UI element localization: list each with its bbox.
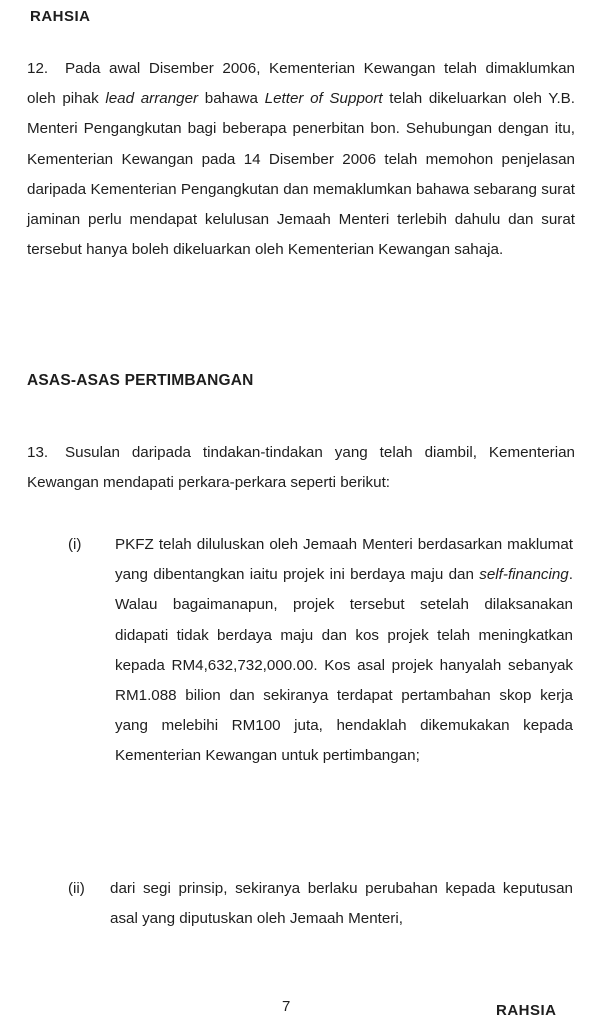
list-item-text (115, 530, 573, 772)
footer-classification: RAHSIA (496, 1002, 557, 1019)
item-text: . Walau bagaimanapun, projek tersebut setelah dilaksanakan didapati tidak berdaya maju dan kos projek telah meningkatkan kepada RM4,632,732,000.00. Kos asal projek hanyalah sebanyak RM1.088 bilion dan sekiranya terdapat pertambahan skop kerja yang melebihi RM100 juta, hendaklah dikemukakan kepada Kementerian Kewangan untuk pertimbangan; (115, 566, 573, 765)
item-text: PKFZ telah diluluskan oleh Jemaah Menteri berdasarkan maklumat yang dibentangkan iaitu projek ini berdaya maju dan (115, 536, 573, 584)
paragraph-12 (27, 54, 575, 265)
list-item-text: dari segi prinsip, sekiranya berlaku perubahan kepada keputusan asal yang diputuskan oleh Jemaah Menteri, (110, 880, 573, 928)
paragraph-text: Pada awal Disember 2006, Kementerian Kewangan telah dimaklumkan oleh pihak (27, 60, 575, 108)
italic-term: self-financing (479, 566, 569, 584)
paragraph-number: 12. (27, 60, 49, 77)
italic-term: Letter of Support (264, 90, 383, 108)
list-marker: (i) (68, 536, 82, 553)
paragraph-text: Susulan daripada tindakan-tindakan yang telah diambil, Kementerian Kewangan mendapati perkara-perkara seperti berikut: (27, 444, 575, 492)
header-classification: RAHSIA (30, 8, 91, 25)
list-item (68, 874, 573, 934)
italic-term: lead arranger (105, 90, 199, 108)
paragraph-text: telah dikeluarkan oleh Y.B. Menteri Pengangkutan bagi beberapa penerbitan bon. Sehubungan dengan itu, Kementerian Kewangan pada 14 Disember 2006 telah memohon penjelasan daripada Kementerian Pengangkutan dan memaklumkan bahawa sebarang surat jaminan perlu mendapat kelulusan Jemaah Menteri terlebih dahulu dan surat tersebut hanya boleh dikeluarkan oleh Kementerian Kewangan sahaja. (27, 90, 576, 259)
page-number: 7 (282, 998, 291, 1015)
list-item (68, 530, 573, 772)
paragraph-number: 13. (27, 444, 49, 461)
paragraph-text: bahawa (198, 90, 265, 108)
paragraph-13 (27, 438, 575, 498)
section-heading: ASAS-ASAS PERTIMBANGAN (27, 372, 254, 389)
list-marker: (ii) (68, 880, 85, 897)
